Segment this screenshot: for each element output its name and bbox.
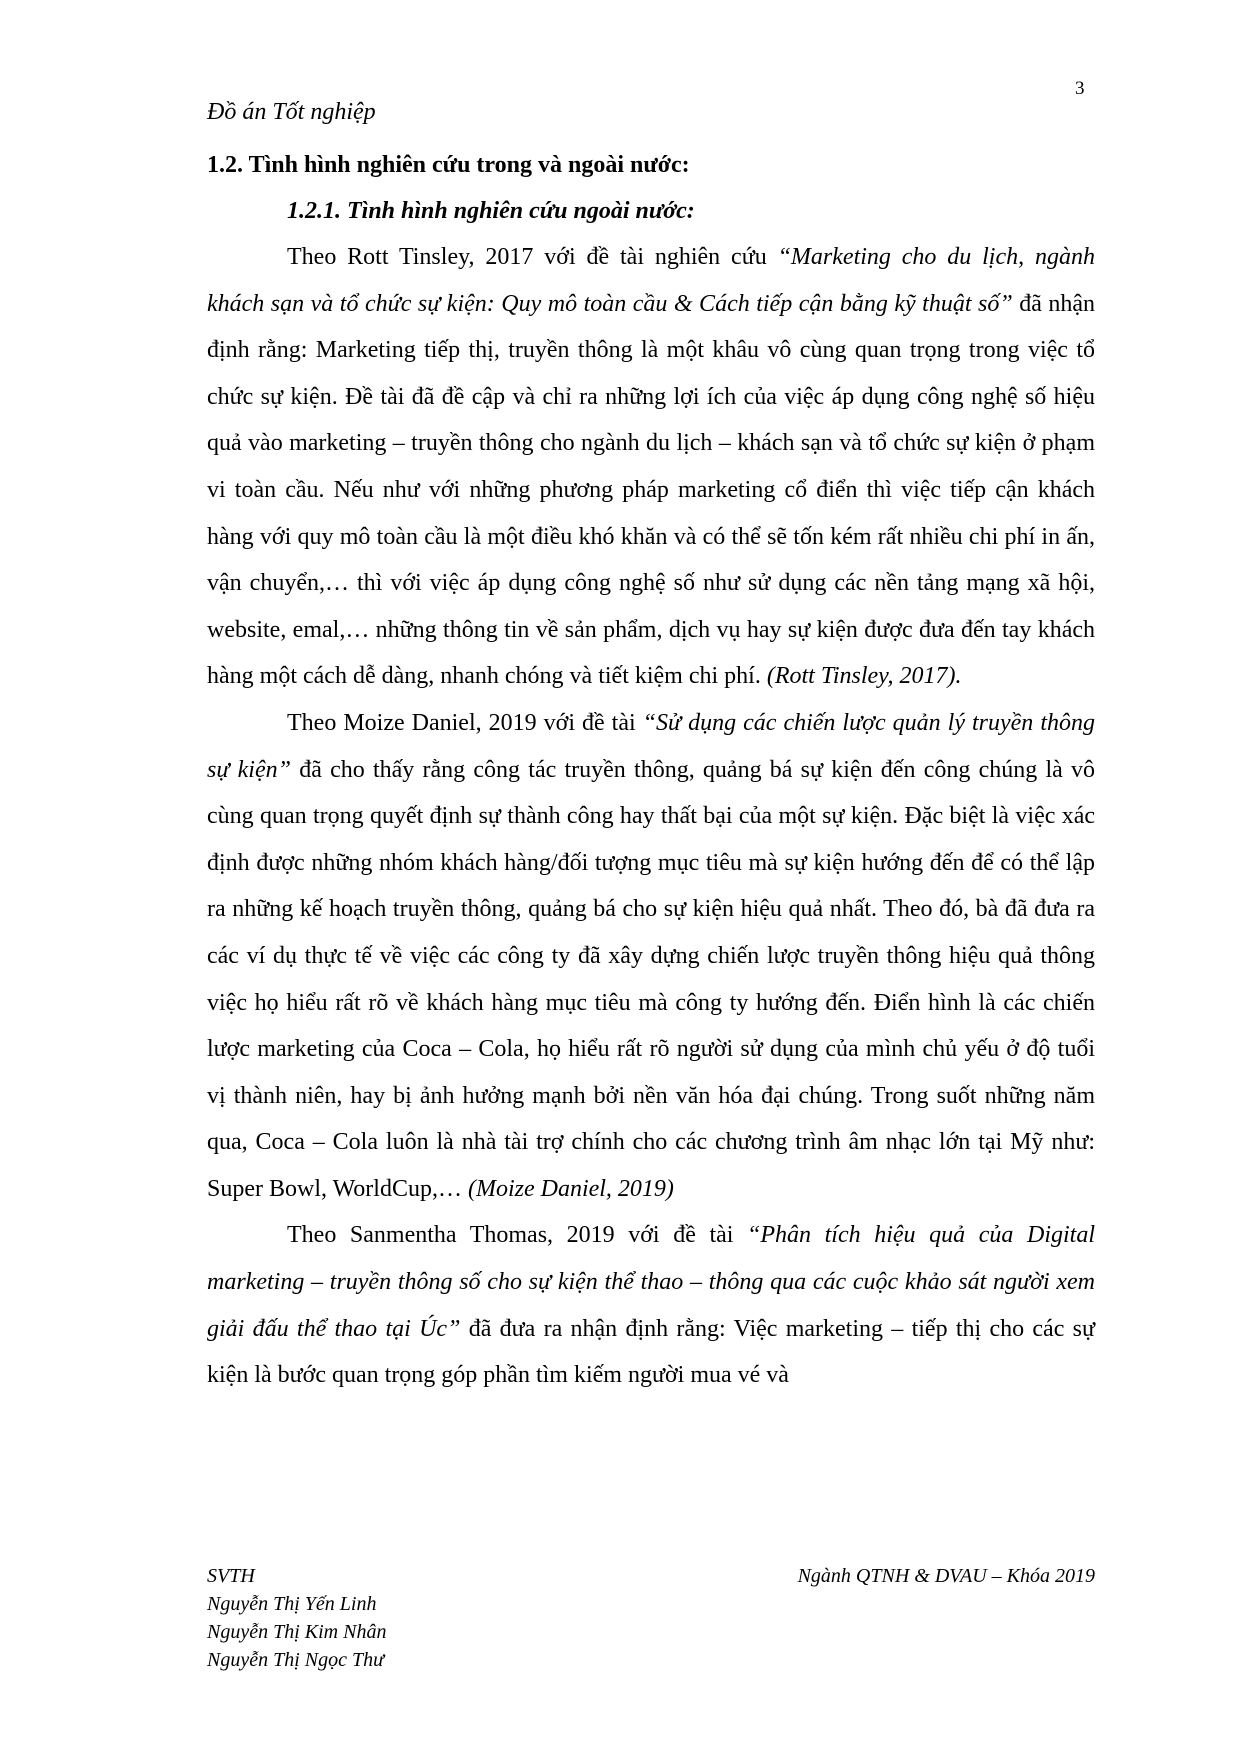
subsection-heading: 1.2.1. Tình hình nghiên cứu ngoài nước: <box>287 198 695 224</box>
paragraph-lead: Theo Rott Tinsley, 2017 với đề tài nghiên cứu <box>287 244 778 270</box>
citation: (Rott Tinsley, 2017). <box>766 663 962 690</box>
study-title: “Sử dụng các chiến lược quản lý truyền thông sự kiện” <box>207 709 1095 783</box>
paragraph-body: đã nhận định rằng: Marketing tiếp thị, truyền thông là một khâu vô cùng quan trọng trong việc tổ chức sự kiện. Đề tài đã đề cập và chỉ ra những lợi ích của việc áp dụng công nghệ số hiệu quả vào marketing – truyền thông cho ngành du lịch – khách sạn và tổ chức sự kiện ở phạm vi toàn cầu. Nếu như với những phương pháp marketing cổ điển thì việc tiếp cận khách hàng với quy mô toàn cầu là một điều khó khăn và có thể sẽ tốn kém rất nhiều chi phí in ấn, vận chuyển,… thì với việc áp dụng công nghệ số như sử dụng các nền tảng mạng xã hội, website, emal,… những thông tin về sản phẩm, dịch vụ hay sự kiện được đưa đến tay khách hàng một cách dễ dàng, nhanh chóng và tiết kiệm chi phí. <box>207 290 1095 690</box>
study-title: “Phân tích hiệu quả của Digital marketing – truyền thông số cho sự kiện thể thao – thông qua các cuộc khảo sát người xem giải đấu thể thao tại Úc” <box>207 1222 1095 1342</box>
document-header-title: Đồ án Tốt nghiệp <box>207 99 376 125</box>
study-title: “Marketing cho du lịch, ngành khách sạn và tổ chức sự kiện: Quy mô toàn cầu & Cách tiếp cận bằng kỹ thuật số” <box>207 244 1095 317</box>
page-footer <box>207 1562 1095 1674</box>
footer-label: SVTH <box>207 1565 255 1587</box>
paragraph-moize-daniel <box>207 700 1095 1213</box>
footer-author: Nguyễn Thị Ngọc Thư <box>207 1649 385 1671</box>
paragraph-lead: Theo Sanmentha Thomas, 2019 với đề tài <box>287 1222 748 1249</box>
footer-author: Nguyễn Thị Yến Linh <box>207 1593 377 1615</box>
footer-program: Ngành QTNH & DVAU – Khóa 2019 <box>797 1565 1095 1587</box>
section-heading: 1.2. Tình hình nghiên cứu trong và ngoài nước: <box>207 152 690 178</box>
footer-author: Nguyễn Thị Kim Nhân <box>207 1621 387 1643</box>
paragraph-lead: Theo Moize Daniel, 2019 với đề tài <box>287 709 643 736</box>
paragraph-sanmentha-thomas <box>207 1212 1095 1398</box>
paragraph-rott-tinsley <box>207 234 1095 700</box>
paragraph-body: đã đưa ra nhận định rằng: Việc marketing – tiếp thị cho các sự kiện là bước quan trọng góp phần tìm kiếm người mua vé và <box>207 1315 1095 1389</box>
document-body <box>207 142 1095 1399</box>
page-number: 3 <box>1075 78 1085 99</box>
paragraph-body: đã cho thấy rằng công tác truyền thông, quảng bá sự kiện đến công chúng là vô cùng quan trọng quyết định sự thành công hay thất bại của một sự kiện. Đặc biệt là việc xác định được những nhóm khách hàng/đối tượng mục tiêu mà sự kiện hướng đến để có thể lập ra những kế hoạch truyền thông, quảng bá cho sự kiện hiệu quả nhất. Theo đó, bà đã đưa ra các ví dụ thực tế về việc các công ty đã xây dựng chiến lược truyền thông hiệu quả thông việc họ hiểu rất rõ về khách hàng mục tiêu mà công ty hướng đến. Điển hình là các chiến lược marketing của Coca – Cola, họ hiểu rất rõ người sử dụng của mình chủ yếu ở độ tuổi vị thành niên, hay bị ảnh hưởng mạnh bởi nền văn hóa đại chúng. Trong suốt những năm qua, Coca – Cola luôn là nhà tài trợ chính cho các chương trình âm nhạc lớn tại Mỹ như: Super Bowl, WorldCup,… <box>207 756 1096 1202</box>
citation: (Moize Daniel, 2019) <box>467 1175 674 1202</box>
